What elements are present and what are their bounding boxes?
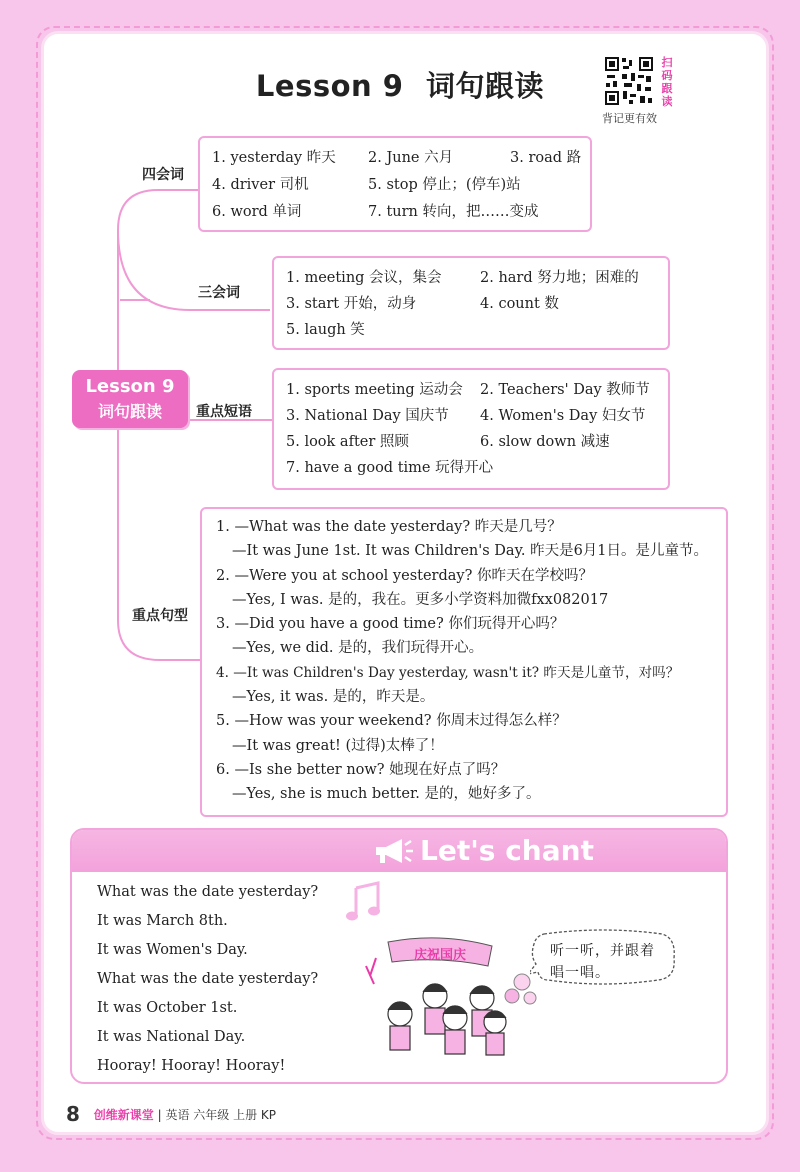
vocab-item: 5. stop 停止；(停车)站 [368,177,521,193]
phrase-box [272,368,670,490]
sentence-line: 2. —Were you at school yesterday? 你昨天在学校吗？ [216,567,593,584]
vocab-item: 3. start 开始，动身 [286,296,417,312]
sentence-line: 6. —Is she better now? 她现在好点了吗？ [216,761,506,778]
speech-bubble-text [550,940,655,984]
chant-line: It was March 8th. [97,913,228,929]
phrase-item: 1. sports meeting 运动会 [286,382,463,398]
sentence-line: —Yes, I was. 是的，我在。更多小学资料加微fxx082017 [232,591,609,608]
sentence-line: 5. —How was your weekend? 你周末过得怎么样？ [216,713,567,730]
sentence-line: —It was June 1st. It was Children's Day. 昨天是6月1日。是儿童节。 [232,543,709,560]
phrase-item: 3. National Day 国庆节 [286,408,449,424]
footer-info: 英语 六年级 上册 KP [165,1108,277,1122]
title-chinese: 词句跟读 [426,69,545,103]
vocab-item: 2. hard 努力地；困难的 [480,270,639,286]
category-label-sihui: 四会词 [142,167,184,183]
lesson-badge [72,370,188,428]
vocab-box-sihui [198,136,592,232]
chant-line: Hooray! Hooray! Hooray! [97,1058,286,1074]
badge-line1: Lesson 9 [85,376,175,397]
music-note-icon [344,880,384,924]
vocab-item: 6. word 单词 [212,204,302,220]
vocab-item: 7. turn 转向，把……变成 [368,204,539,220]
sentence-line: —It was great! (过得)太棒了！ [232,737,444,754]
vocab-item: 4. count 数 [480,296,559,312]
sentence-box [200,507,728,817]
chant-line: What was the date yesterday? [97,884,319,900]
chant-lines [97,878,318,1081]
sentence-line: 1. —What was the date yesterday? 昨天是几号？ [216,519,562,535]
vocab-item: 1. meeting 会议，集会 [286,270,442,286]
qr-side-char: 跟 [661,82,673,95]
vocab-item: 4. driver 司机 [212,177,309,193]
chant-line: What was the date yesterday? [97,971,319,987]
bubble-line: 唱一唱。 [550,965,610,981]
title-english: Lesson 9 [255,69,404,103]
qr-side-char: 码 [661,69,673,82]
phrase-item: 4. Women's Day 妇女节 [480,408,646,424]
qr-side-char: 扫 [661,56,673,69]
vocab-item: 1. yesterday 昨天 [212,150,336,166]
sentence-line: 3. —Did you have a good time? 你们玩得开心吗？ [216,616,565,633]
chant-line: It was National Day. [97,1029,246,1045]
phrase-item: 5. look after 照顾 [286,434,409,450]
vocab-item: 5. laugh 笑 [286,322,365,338]
vocab-item: 3. road 路 [510,150,582,166]
category-label-phrases: 重点短语 [196,404,252,420]
page-number: 8 [66,1102,80,1126]
megaphone-icon [372,836,414,866]
qr-side-char: 读 [661,95,673,108]
sentence-line: —Yes, we did. 是的，我们玩得开心。 [232,640,484,657]
sentence-line: 4. —It was Children's Day yesterday, wasn't it? 昨天是儿童节，对吗？ [216,664,680,681]
category-label-sentences: 重点句型 [132,608,188,624]
page-footer: 8 创维新课堂 | 英语 六年级 上册 KP [66,1102,277,1126]
chant-title: Let's chant [420,834,594,867]
sentence-line: —Yes, she is much better. 是的，她好多了。 [232,786,541,803]
phrase-item: 2. Teachers' Day 教师节 [480,382,650,398]
banner-text: 庆祝国庆 [413,948,467,963]
phrase-item: 7. have a good time 玩得开心 [286,460,494,476]
badge-line2: 词句跟读 [97,402,162,421]
chant-line: It was October 1st. [97,1000,238,1016]
children-celebration-illustration [360,936,540,1060]
qr-note: 背记更有效 [602,112,657,125]
vocab-box-sanhui [272,256,670,350]
footer-brand: 创维新课堂 [93,1108,154,1122]
sentence-line: —Yes, it was. 是的，昨天是。 [232,689,435,706]
phrase-item: 6. slow down 减速 [480,434,610,450]
vocab-item: 2. June 六月 [368,150,454,166]
category-label-sanhui: 三会词 [198,285,240,301]
chant-line: It was Women's Day. [97,942,248,958]
bubble-line: 听一听，并跟着 [550,943,655,959]
